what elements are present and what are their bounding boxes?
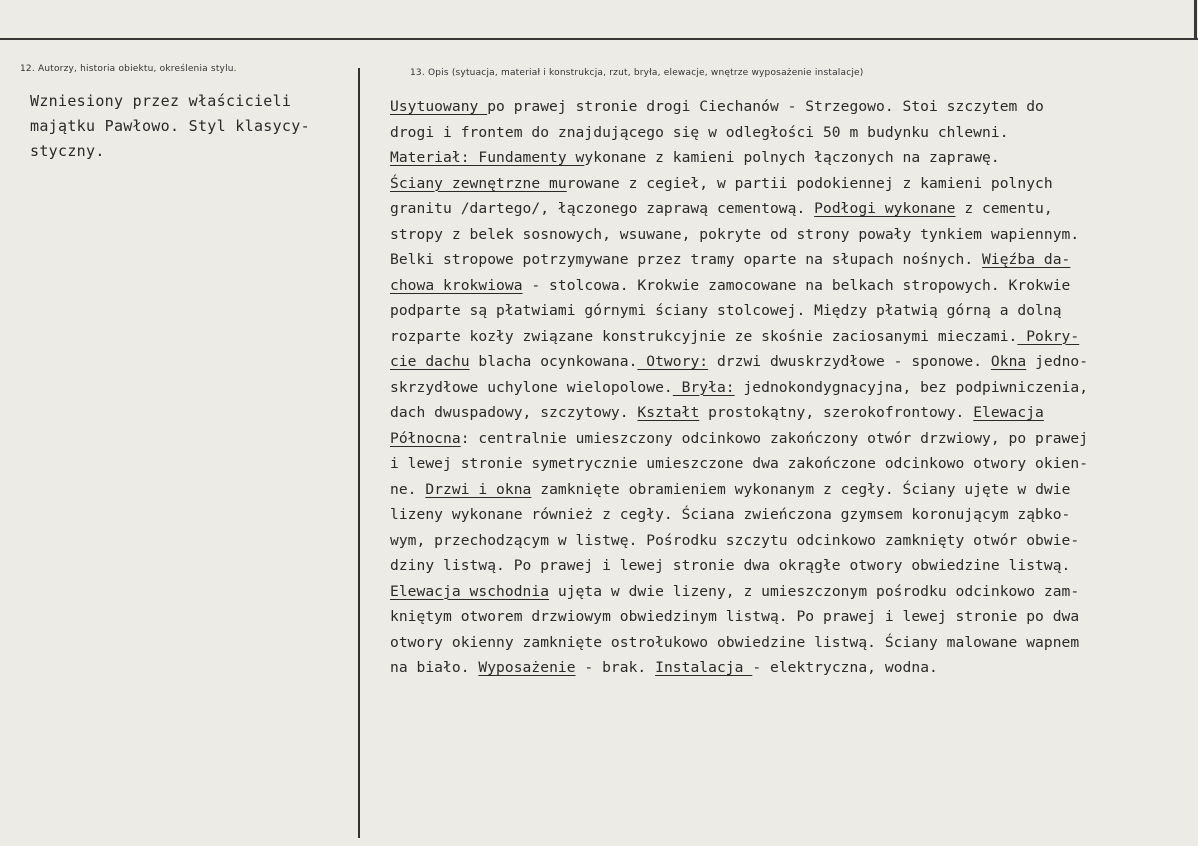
text-line [390,528,1190,554]
text-segment: z cementu, [955,200,1053,217]
text-line [390,145,1190,171]
text-line [390,349,1190,375]
text-segment: dach dwuspadowy, szczytowy. [390,404,638,421]
text-segment: kniętym otworem drzwiowym obwiedzinym listwą. Po prawej i lewej stronie po dwa [390,608,1080,625]
text-line [390,426,1190,452]
column-divider [358,68,360,838]
authors-history-text [30,89,350,164]
section-heading: Elewacja wschodnia [390,582,550,600]
text-line [390,375,1190,401]
text-segment: otwory okienny zamknięte ostrołukowo obwiedzine listwą. Ściany malowane wapnem [390,633,1080,651]
text-segment: jednokondygnacyjna, bez podpiwniczenia, [734,378,1089,396]
section-heading: Otwory: [637,353,709,370]
section-heading: Instalacja [655,659,753,676]
text-line [390,579,1190,605]
section-heading: cie dachu [390,353,470,370]
section-heading: chowa krokwiowa [390,276,523,294]
text-segment: ykonane z kamieni polnych łączonych na zaprawę. [584,149,1000,166]
section-heading: Wyposażenie [478,659,576,676]
text-line [390,502,1190,528]
text-segment: - brak. [575,659,656,676]
text-segment: rozparte kozły związane konstrukcyjnie ze skośnie zaciosanymi mieczami. [390,327,1018,345]
text-segment: drogi i frontem do znajdującego się w odległości 50 m budynku chlewni. [390,123,1009,141]
description-text [390,94,1190,681]
text-segment: lizeny wykonane również z cegły. Ściana zwieńczona gzymsem koronującym ząbko- [390,506,1071,523]
text-line [390,400,1190,426]
text-segment: drzwi dwuskrzydłowe - sponowe. [708,353,991,370]
section-heading: Materiał: Fundamenty w [390,149,585,166]
text-segment: - stolcowa. Krokwie zamocowane na belkach stropowych. Krokwie [522,276,1071,294]
text-segment: na biało. [390,659,479,676]
section-heading: Elewacja [973,404,1044,421]
text-segment: ne. [390,480,426,498]
text-segment: i lewej stronie symetrycznie umieszczone dwa zakończone odcinkowo otwory okien- [390,455,1089,472]
text-segment: - elektryczna, wodna. [752,659,938,676]
text-line [390,604,1190,630]
section-heading: Pokry- [1017,327,1080,345]
section-heading: Kształt [637,404,700,421]
text-segment: ujęta w dwie lizeny, z umieszczonym pośrodku odcinkowo zam- [549,582,1080,600]
text-segment: po prawej stronie drogi Ciechanów - Strzegowo. Stoi szczytem do [487,98,1044,115]
text-line: styczny. [30,142,105,160]
text-line [390,477,1190,503]
section-heading: Więźba da- [982,251,1071,268]
text-line [390,222,1190,248]
text-segment: skrzydłowe uchylone wielopolowe. [390,378,673,396]
text-line [390,171,1190,197]
text-segment: dziny listwą. Po prawej i lewej stronie dwa okrągłe otwory obwiedzine listwą. [390,557,1071,574]
right-edge-rule [1194,0,1197,40]
text-segment: : centralnie umieszczony odcinkowo zakończony otwór drzwiowy, po prawej [460,429,1089,447]
text-line [390,247,1190,273]
text-segment: stropy z belek sosnowych, wsuwane, pokryte od strony powały tynkiem wapiennym. [390,225,1080,243]
text-line [390,630,1190,656]
section-13-label: 13. Opis (sytuacja, materiał i konstrukcja, rzut, bryła, elewacje, wnętrze wyposażenie instalacje) [410,68,864,78]
text-segment: jedno- [1026,353,1089,370]
section-heading: Usytuowany [390,98,488,115]
text-line [390,451,1190,477]
text-segment: podparte są płatwiami górnymi ściany stolcowej. Między płatwią górną a dolną [390,302,1062,319]
text-segment: zamknięte obramieniem wykonanym z cegły. Ściany ujęte w dwie [531,480,1071,498]
section-heading: Bryła: [672,378,735,396]
text-line [390,324,1190,350]
text-segment: Belki stropowe potrzymywane przez tramy oparte na słupach nośnych. [390,251,983,268]
section-heading: Północna [390,429,461,447]
section-heading: Podłogi wykonane [814,200,956,217]
text-segment: granitu /dartego/, łączonego zaprawą cementową. [390,200,815,217]
text-line: Wzniesiony przez właścicieli [30,92,292,110]
text-line [390,273,1190,299]
text-line [390,120,1190,146]
section-12-label: 12. Autorzy, historia obiektu, określenia stylu. [20,64,237,74]
section-heading: Okna [990,353,1027,370]
text-line [390,553,1190,579]
text-segment: prostokątny, szerokofrontowy. [699,404,974,421]
text-line [390,94,1190,120]
top-rule [0,38,1198,40]
text-segment: blacha ocynkowana. [469,353,638,370]
section-heading: Ściany zewnętrzne mu [390,174,567,192]
text-line [390,196,1190,222]
text-line [390,298,1190,324]
text-segment: wym, przechodzącym w listwę. Pośrodku szczytu odcinkowo zamknięty otwór obwie- [390,531,1080,549]
text-segment: rowane z cegieł, w partii podokiennej z kamieni polnych [566,174,1053,192]
text-line [390,655,1190,681]
text-line: majątku Pawłowo. Styl klasycy- [30,117,310,135]
section-heading: Drzwi i okna [425,480,532,498]
